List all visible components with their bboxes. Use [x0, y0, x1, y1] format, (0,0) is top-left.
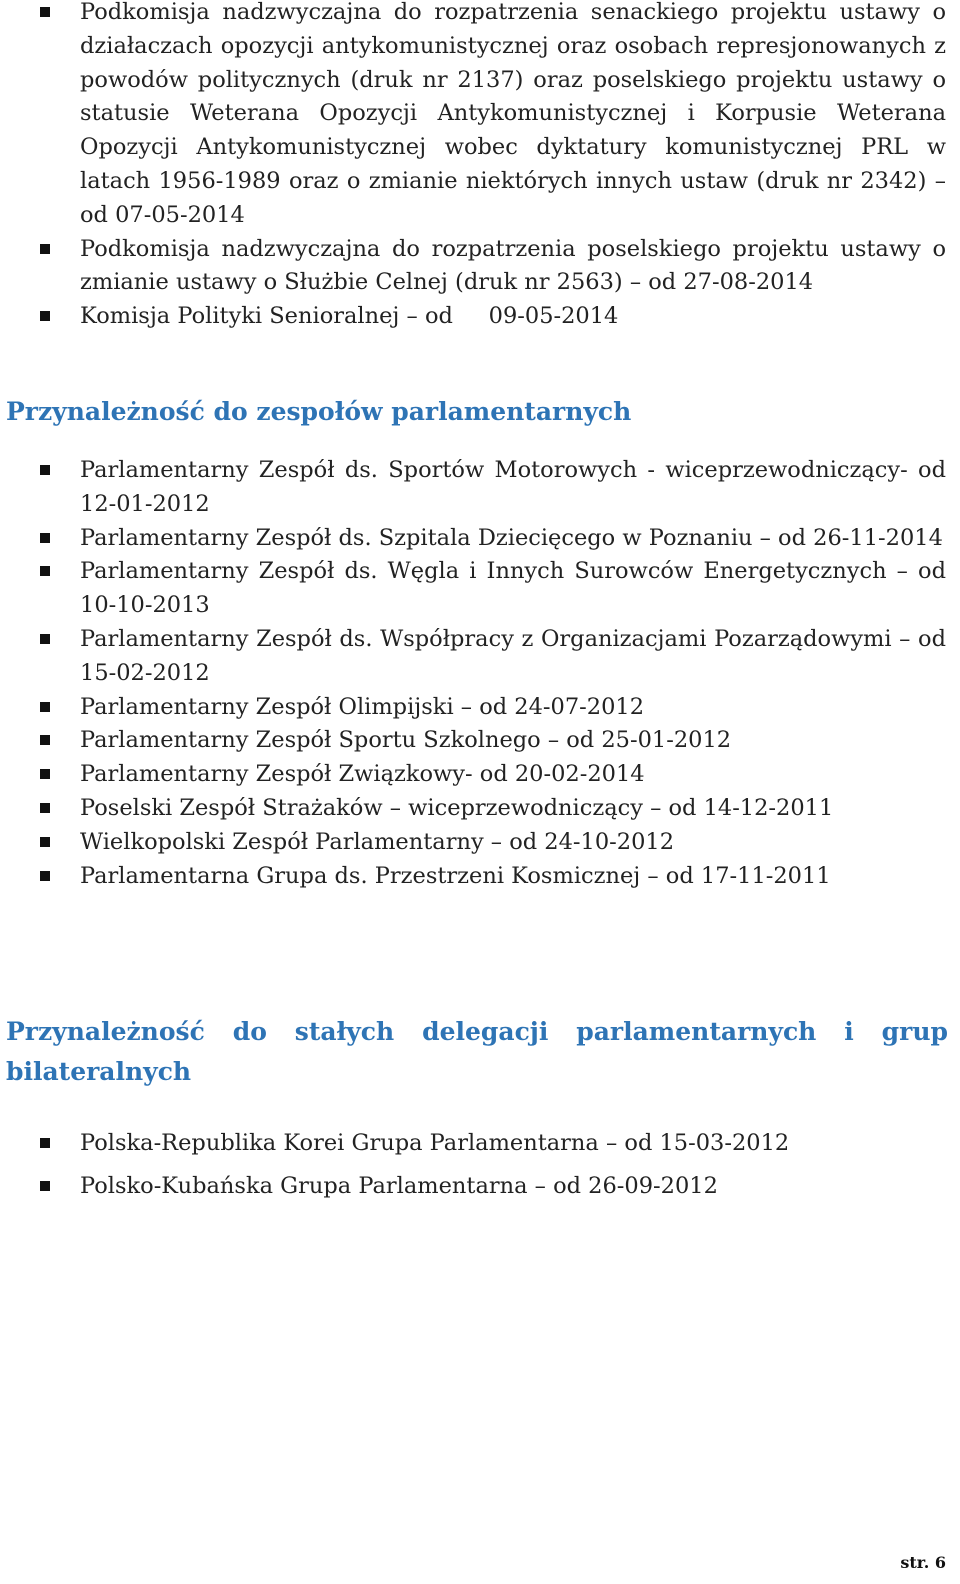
list-item-text: Parlamentarna Grupa ds. Przestrzeni Kosmicznej – od 17-11-2011	[80, 862, 831, 889]
square-bullet-icon	[40, 702, 50, 712]
list-item	[0, 826, 960, 860]
square-bullet-icon	[40, 1181, 50, 1191]
list-item	[0, 233, 960, 301]
list-item-text: Parlamentarny Zespół Związkowy- od 20-02-2014	[80, 761, 645, 788]
delegations-list	[0, 1127, 960, 1213]
list-item	[0, 860, 960, 894]
list-item	[0, 522, 960, 556]
list-item-text: Polsko-Kubańska Grupa Parlamentarna – od 26-09-2012	[80, 1172, 718, 1199]
square-bullet-icon	[40, 837, 50, 847]
square-bullet-icon	[40, 465, 50, 475]
list-item	[0, 623, 960, 691]
list-item-text: Parlamentarny Zespół ds. Sportów Motorowych - wiceprzewodniczący- od 12-01-2012	[80, 457, 946, 517]
list-item-text: Komisja Polityki Senioralnej – od 09-05-2014	[80, 303, 619, 330]
list-item-text: Parlamentarny Zespół ds. Szpitala Dziecięcego w Poznaniu – od 26-11-2014	[80, 524, 943, 551]
square-bullet-icon	[40, 566, 50, 576]
square-bullet-icon	[40, 1138, 50, 1148]
list-item	[0, 454, 960, 522]
square-bullet-icon	[40, 533, 50, 543]
list-item-text: Parlamentarny Zespół ds. Współpracy z Organizacjami Pozarządowymi – od 15-02-2012	[80, 625, 946, 686]
list-item-text: Podkomisja nadzwyczajna do rozpatrzenia poselskiego projektu ustawy o zmianie ustawy o Służbie Celnej (druk nr 2563) – od 27-08-2014	[80, 235, 946, 296]
square-bullet-icon	[40, 311, 50, 321]
list-item-text: Polska-Republika Korei Grupa Parlamentarna – od 15-03-2012	[80, 1130, 790, 1156]
list-item-text: Poselski Zespół Strażaków – wiceprzewodniczący – od 14-12-2011	[80, 794, 834, 821]
delegations-heading	[6, 1012, 948, 1092]
list-item-text: Parlamentarny Zespół Olimpijski – od 24-07-2012	[80, 693, 645, 720]
list-item	[0, 0, 960, 233]
list-item	[0, 724, 960, 758]
list-item	[0, 300, 960, 334]
teams-heading: Przynależność do zespołów parlamentarnych	[6, 397, 632, 426]
square-bullet-icon	[40, 769, 50, 779]
list-item	[0, 1127, 960, 1161]
square-bullet-icon	[40, 803, 50, 813]
list-item	[0, 792, 960, 826]
square-bullet-icon	[40, 871, 50, 881]
square-bullet-icon	[40, 244, 50, 254]
square-bullet-icon	[40, 634, 50, 644]
list-item-text: Wielkopolski Zespół Parlamentarny – od 24-10-2012	[80, 828, 675, 855]
delegations-heading-text: Przynależność do stałych delegacji parlamentarnych i grup bilateralnych	[6, 1017, 948, 1086]
list-item	[0, 1170, 960, 1204]
committees-list	[0, 0, 960, 334]
list-item	[0, 555, 960, 623]
page-number: str. 6	[900, 1553, 946, 1572]
teams-list	[0, 454, 960, 893]
list-item-text: Parlamentarny Zespół ds. Węgla i Innych Surowców Energetycznych – od 10-10-2013	[80, 558, 946, 619]
list-item	[0, 758, 960, 792]
square-bullet-icon	[40, 735, 50, 745]
list-item-text: Parlamentarny Zespół Sportu Szkolnego – od 25-01-2012	[80, 727, 732, 754]
list-item-text: Podkomisja nadzwyczajna do rozpatrzenia senackiego projektu ustawy o działaczach opozycji antykomunistycznej oraz osobach represjonowanych z powodów politycznych (druk nr 2137) oraz poselskiego projektu ustawy o statusie Weterana Opozycji Antykomunistycznej i Korpusie Weterana Opozycji Antykomunistycznej wobec dyktatury komunistycznej PRL w latach 1956-1989 oraz o zmianie niektórych innych ustaw (druk nr 2342) – od 07-05-2014	[80, 0, 946, 228]
square-bullet-icon	[40, 7, 50, 17]
list-item	[0, 691, 960, 725]
